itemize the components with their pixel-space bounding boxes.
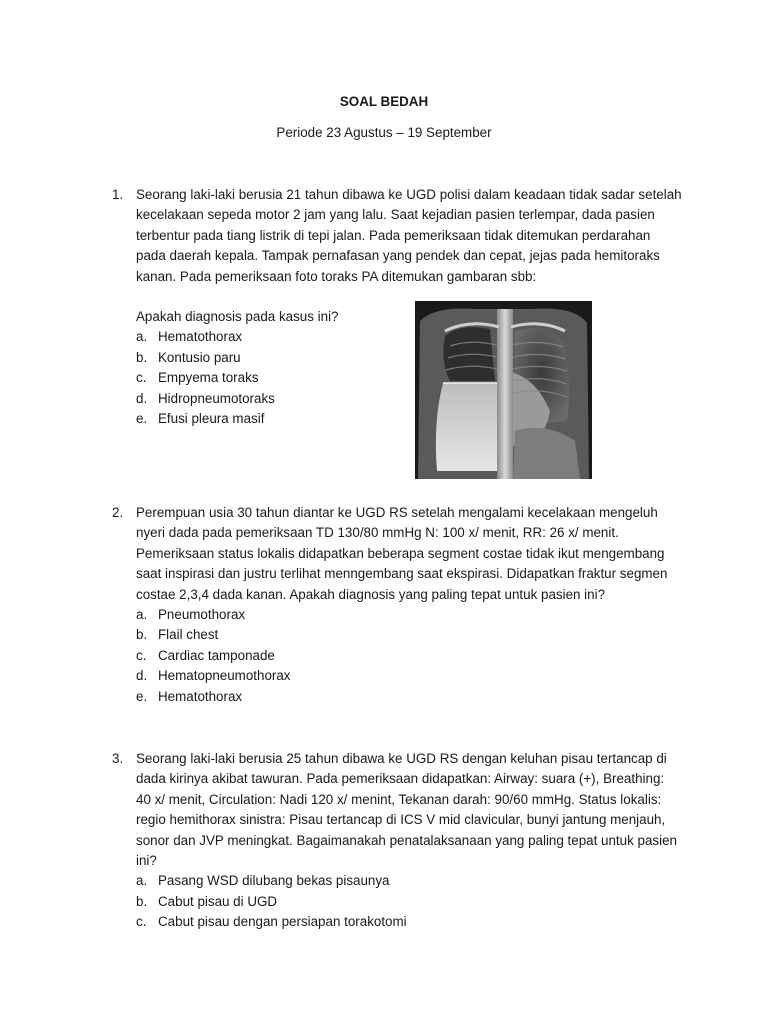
question-text: Seorang laki-laki berusia 25 tahun dibawa ke UGD RS dengan keluhan pisau tertancap di dada kirinya akibat tawuran. Pada pemeriksaan didapatkan: Airway: suara (+), Breathing: 40 x/ menit, Circulation: Nadi 120 x/ menint, Tekanan darah: 90/60 mmHg. Status lokalis: regio hemithorax sinistra: Pisau tertancap di ICS V mid clavicular, bunyi jantung menjauh, sonor dan JVP meningkat. Bagaimanakah penatalaksanaan yang paling tepat untuk pasien ini? (136, 751, 677, 869)
chest-xray-image (415, 301, 592, 479)
question-3 (112, 749, 682, 933)
option-text: Hematothorax (158, 329, 243, 345)
option-text: Kontusio paru (158, 349, 241, 365)
options-list (136, 327, 682, 429)
option-item (136, 646, 682, 666)
option-text: Flail chest (158, 627, 219, 643)
option-text: Cabut pisau dengan persiapan torakotomi (158, 914, 407, 930)
question-number: 3. (112, 751, 124, 766)
option-text: Cardiac tamponade (158, 647, 275, 663)
question-text: Perempuan usia 30 tahun diantar ke UGD RS setelah mengalami kecelakaan mengeluh nyeri dada pada pemeriksaan TD 130/80 mmHg N: 100 x/ menit, RR: 26 x/ menit. Pemeriksaan status lokalis didapatkan beberapa segment costae tidak ikut mengembang saat inspirasi dan justru terlihat menngembang saat ekspirasi. Didapatkan fraktur segmen costae 2,3,4 dada kanan. Apakah diagnosis yang paling tepat untuk pasien ini? (136, 505, 668, 602)
document-period: Periode 23 Agustus – 19 September (276, 125, 492, 140)
option-item (136, 368, 682, 388)
option-letter: d. (136, 390, 148, 406)
option-text: Cabut pisau di UGD (158, 893, 278, 909)
option-letter: d. (136, 668, 148, 684)
option-letter: b. (136, 349, 148, 365)
option-letter: a. (136, 329, 148, 345)
option-text: Pasang WSD dilubang bekas pisaunya (158, 873, 390, 889)
options-list (136, 605, 682, 707)
option-letter: e. (136, 688, 148, 704)
option-text: Efusi pleura masif (158, 411, 265, 427)
option-item (136, 892, 682, 912)
option-text: Empyema toraks (158, 370, 259, 386)
option-item (136, 389, 682, 409)
option-letter: b. (136, 627, 148, 643)
option-item (136, 912, 682, 932)
question-prompt: Apakah diagnosis pada kasus ini? (136, 309, 339, 325)
option-letter: c. (136, 370, 147, 386)
option-text: Pneumothorax (158, 607, 246, 623)
question-2 (112, 503, 682, 707)
option-item (136, 871, 682, 891)
option-letter: a. (136, 873, 148, 889)
question-number: 1. (112, 187, 124, 202)
document-title: SOAL BEDAH (339, 94, 429, 109)
option-text: Hematopneumothorax (158, 668, 291, 684)
option-text: Hidropneumotoraks (158, 390, 275, 406)
option-item (136, 327, 682, 347)
question-1 (112, 185, 682, 429)
question-number: 2. (112, 505, 124, 520)
option-item (136, 605, 682, 625)
option-item (136, 666, 682, 686)
option-letter: c. (136, 914, 147, 930)
option-item (136, 409, 682, 429)
option-item (136, 687, 682, 707)
option-item (136, 348, 682, 368)
chest-xray-illustration (415, 301, 592, 479)
option-letter: e. (136, 411, 148, 427)
question-text: Seorang laki-laki berusia 21 tahun dibawa ke UGD polisi dalam keadaan tidak sadar setelah kecelakaan sepeda motor 2 jam yang lalu. Saat kejadian pasien terlempar, dada pasien terbentur pada tiang listrik di tepi jalan. Pada pemeriksaan tidak ditemukan perdarahan pada daerah kepala. Tampak pernafasan yang pendek dan cepat, jejas pada hemitoraks kanan. Pada pemeriksaan foto toraks PA ditemukan gambaran sbb: (136, 187, 682, 284)
option-letter: a. (136, 607, 148, 623)
option-letter: c. (136, 647, 147, 663)
options-list (136, 871, 682, 932)
option-item (136, 625, 682, 645)
option-letter: b. (136, 893, 148, 909)
option-text: Hematothorax (158, 688, 243, 704)
